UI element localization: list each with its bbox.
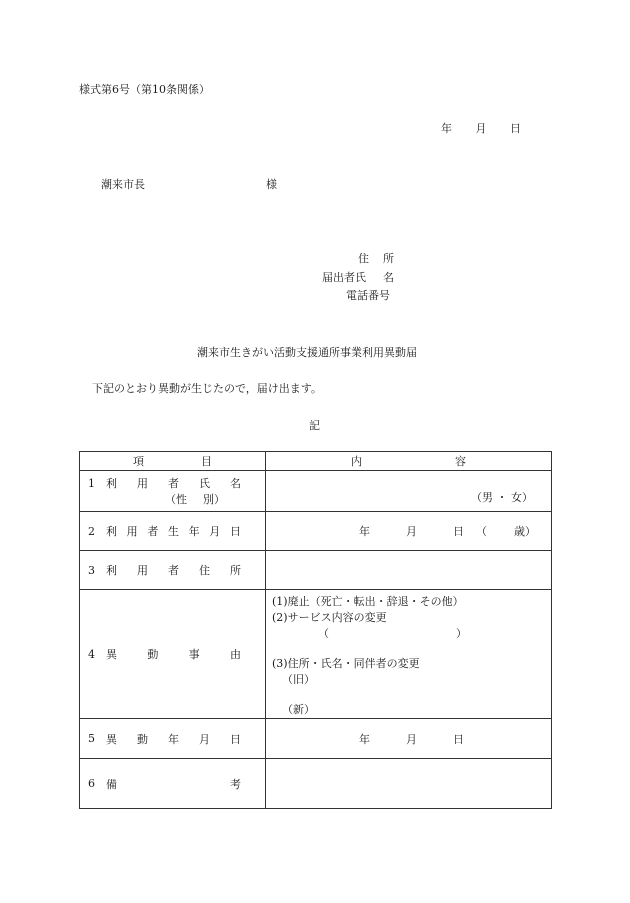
row3-content-cell xyxy=(266,551,552,590)
row5-content-cell xyxy=(266,719,552,759)
row6-content-cell xyxy=(266,759,552,809)
form-table xyxy=(79,451,552,809)
row1-label-cell: 1 利 用 者 氏 名 （性 別） xyxy=(80,471,266,512)
form-number: 様式第6号（第10条関係） xyxy=(79,83,210,96)
table-row xyxy=(80,590,552,719)
applicant-name-label: 届出者氏 名 xyxy=(322,271,394,284)
header-item: 項 目 xyxy=(80,452,266,471)
reason-old: （旧） xyxy=(282,673,315,686)
table-row xyxy=(80,471,552,512)
reason-abolish: (1)廃止（死亡・転出・辞退・その他） xyxy=(272,595,464,608)
table-header-row xyxy=(80,452,552,471)
row1-content-cell xyxy=(266,471,552,512)
reason-service-change: (2)サービス内容の変更 xyxy=(272,611,387,624)
ki-heading: 記 xyxy=(309,419,320,432)
table-row xyxy=(80,512,552,551)
table-row xyxy=(80,551,552,590)
addressee-honorific: 様 xyxy=(266,178,277,191)
reason-new: （新） xyxy=(282,703,315,716)
document-title: 潮来市生きがい活動支援通所事業利用異動届 xyxy=(197,346,417,359)
row2-label-cell: 2 利 用 者 生 年 月 日 xyxy=(80,512,266,551)
row3-label-cell: 3 利 用 者 住 所 xyxy=(80,551,266,590)
row5-label-cell: 5 異 動 年 月 日 xyxy=(80,719,266,759)
date-month: 月 xyxy=(475,122,487,135)
intro-text: 下記のとおり異動が生じたので，届け出ます。 xyxy=(92,382,322,395)
applicant-address-label: 住 所 xyxy=(358,252,394,265)
gender-choice: （男 ・ 女） xyxy=(471,491,533,504)
row2-content-cell xyxy=(266,512,552,551)
table-row xyxy=(80,719,552,759)
change-date-line: 年 月 日 xyxy=(359,732,464,746)
applicant-phone-label: 電話番号 xyxy=(346,289,390,302)
row6-label-cell: 6 備 考 xyxy=(80,759,266,809)
row4-content-cell xyxy=(266,590,552,719)
date-year: 年 xyxy=(441,122,452,135)
header-content: 内 容 xyxy=(266,452,552,471)
date-line xyxy=(441,120,521,136)
table-row xyxy=(80,759,552,809)
row4-label-cell: 4 異 動 事 由 xyxy=(80,590,266,719)
reason-address-change: (3)住所・氏名・同伴者の変更 xyxy=(272,657,420,670)
birthdate-line: 年 月 日 （ 歳） xyxy=(359,525,536,538)
addressee-mayor: 潮来市長 xyxy=(101,178,145,191)
date-day: 日 xyxy=(510,122,521,135)
reason-service-paren: （ ） xyxy=(318,627,467,640)
